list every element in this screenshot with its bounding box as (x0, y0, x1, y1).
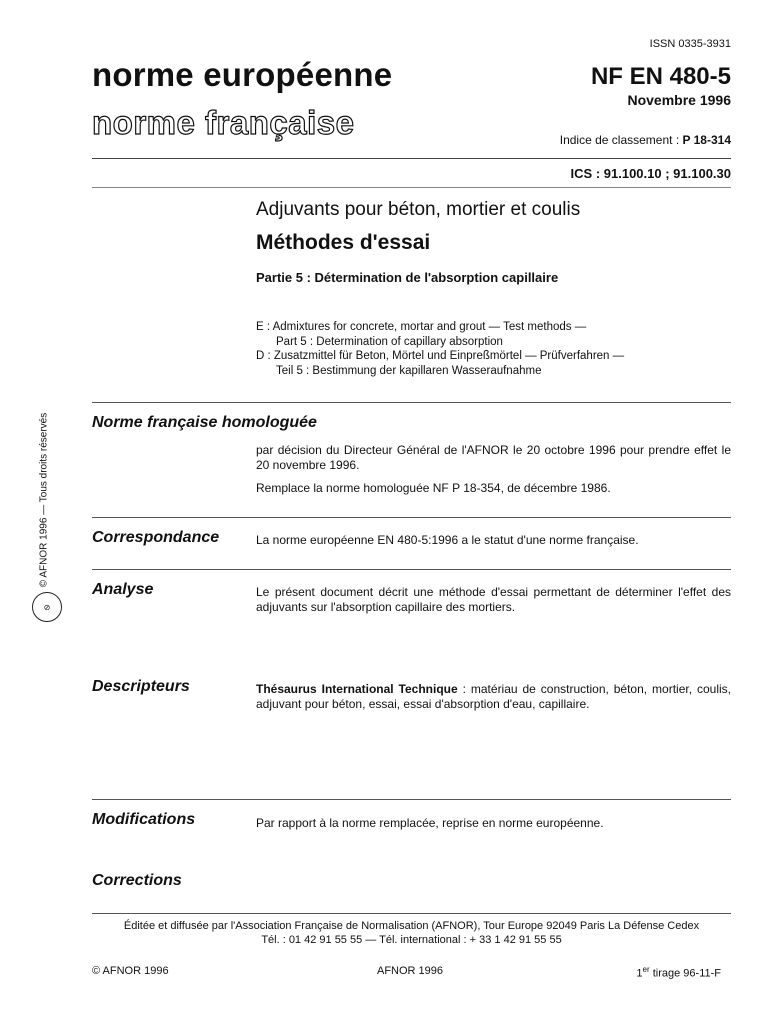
publisher-info (92, 919, 731, 947)
footer-tirage (636, 965, 721, 980)
descriptors-list: : matériau de construction, béton, mortier, coulis, adjuvant pour béton, essai, essai d'absorption d'eau, capillaire. (256, 682, 732, 711)
tirage-number: 1 (636, 967, 643, 980)
title-norme-europeenne: norme européenne (92, 56, 393, 93)
section-title-corrections: Corrections (92, 872, 182, 889)
classement-value: P 18-314 (682, 133, 731, 147)
footer-center-label: AFNOR 1996 (377, 965, 444, 977)
classement-label: Indice de classement : (559, 133, 680, 147)
paragraph: par décision du Directeur Général de l'AFNOR le 20 octobre 1996 pour prendre effet le 20 novembre 1996. (256, 443, 731, 472)
divider (92, 913, 731, 914)
afnor-stamp-icon: ⊘ (32, 592, 62, 622)
translation-german (256, 349, 624, 379)
divider (92, 187, 731, 188)
divider (92, 402, 731, 403)
section-body-analyse: Le présent document décrit une méthode d'essai permettant de déterminer l'effet des adjuvants sur l'absorption capillaire des mortiers. (256, 585, 731, 614)
section-title-descripteurs: Descripteurs (92, 678, 190, 695)
section-body-descripteurs (256, 682, 731, 712)
translation-english (256, 320, 586, 350)
translation-line: E : Admixtures for concrete, mortar and grout — Test methods — (256, 321, 587, 333)
translation-line: Teil 5 : Bestimmung der kapillaren Wasseraufnahme (276, 365, 542, 377)
ics-codes: ICS : 91.100.10 ; 91.100.30 (570, 166, 731, 181)
paragraph: Remplace la norme homologuée NF P 18-354, de décembre 1986. (256, 481, 611, 495)
section-title-correspondance: Correspondance (92, 529, 220, 546)
section-title-analyse: Analyse (92, 581, 154, 598)
document-part-title: Partie 5 : Détermination de l'absorption capillaire (256, 270, 559, 285)
tirage-code: tirage 96-11-F (649, 967, 721, 980)
vertical-copyright: © AFNOR 1996 — Tous droits réservés (38, 412, 50, 588)
translation-line: D : Zusatzmittel für Beton, Mörtel und Einpreßmörtel — Prüfverfahren — (256, 350, 625, 362)
standard-code: NF EN 480-5 (590, 63, 731, 90)
document-main-title: Méthodes d'essai (256, 231, 431, 254)
translation-line: Part 5 : Determination of capillary absorption (276, 336, 503, 348)
section-body-homologuee (256, 443, 731, 504)
divider (92, 569, 731, 570)
section-body-modifications: Par rapport à la norme remplacée, reprise en norme européenne. (256, 816, 604, 830)
section-title-modifications: Modifications (92, 811, 196, 828)
publication-date: Novembre 1996 (627, 92, 731, 108)
classement-index (560, 133, 731, 147)
tirage-superscript: er (642, 965, 650, 974)
issn: ISSN 0335-3931 (649, 38, 731, 50)
divider (92, 799, 731, 800)
section-title-homologuee: Norme française homologuée (92, 414, 317, 431)
section-body-correspondance: La norme européenne EN 480-5:1996 a le statut d'une norme française. (256, 533, 639, 547)
footer-copyright: © AFNOR 1996 (92, 965, 169, 977)
divider (92, 517, 731, 518)
publisher-phone: Tél. : 01 42 91 55 55 — Tél. international : + 33 1 42 91 55 55 (261, 934, 562, 946)
document-subject: Adjuvants pour béton, mortier et coulis (256, 199, 581, 220)
title-norme-francaise: norme française (92, 104, 355, 141)
divider (92, 158, 731, 159)
thesaurus-label: Thésaurus International Technique (256, 682, 458, 696)
publisher-line: Éditée et diffusée par l'Association Française de Normalisation (AFNOR), Tour Europe 92049 Paris La Défense Cedex (123, 920, 700, 932)
